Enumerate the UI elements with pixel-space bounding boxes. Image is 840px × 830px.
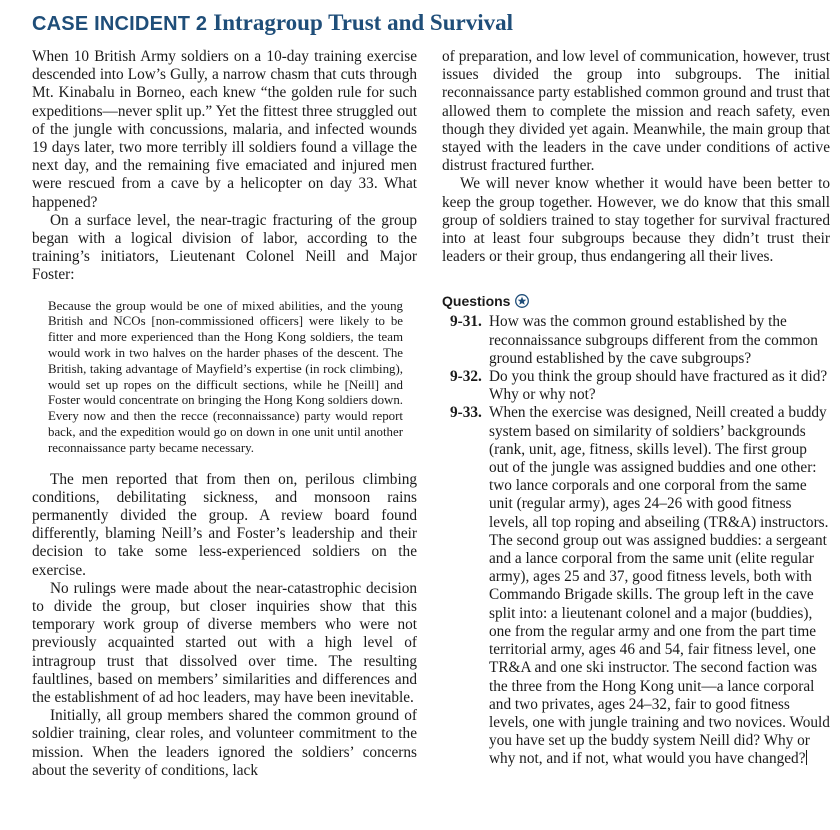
paragraph-initially: Initially, all group members shared the common ground of soldier training, clear roles, and volunteer commitment to the mission. When the leaders ignored the soldiers’ concerns about the severity of conditions, lack <box>32 707 417 779</box>
paragraph-no-rulings: No rulings were made about the near-catastrophic decision to divide the group, but closer inquiries show that this temporary work group of diverse members who were not previously acquainted started out with a high level of intragroup trust that dissolved over time. The resulting faultlines, based on members’ similarities and differences and the establishment of ad hoc leaders, may have been inevitable. <box>32 579 417 707</box>
paragraph-men-reported: The men reported that from then on, perilous climbing conditions, debilitating sickness, and monsoon rains permanently divided the group. A review board found differently, blaming Neill’s and Foster’s leadership and their decision to take some less-experienced soldiers on the exercise. <box>32 470 417 579</box>
question-item <box>442 313 830 368</box>
question-number: 9-33. <box>450 404 482 422</box>
questions-label: Questions <box>442 293 511 310</box>
questions-heading <box>442 293 830 309</box>
paragraph-we-will-never-know: We will never know whether it would have been better to keep the group together. However, we do know that this small group of soldiers trained to stay together for survival fractured into at least four subgroups because they didn’t trust their leaders or their group, thus endangering all their lives. <box>442 175 830 266</box>
question-text-editable[interactable] <box>489 404 830 768</box>
question-text: When the exercise was designed, Neill created a buddy system based on similarity of soldiers’ backgrounds (rank, unit, age, fitness, skills level). The first group out of the jungle was assigned buddies and one other: two lance corporals and one corporal from the same unit (regular army), ages 24–26 with good fitness levels, all top roping and abseiling (TR&A) instructors. The second group out was assigned buddies: a sergeant and a lance corporal from the same unit (elite regular army), ages 25 and 37, good fitness levels, both with Commando Brigade skills. The group left in the cave split into: a lieutenant colonel and a major (buddies), one from the regular army and one from the part time territorial army, ages 46 and 54, fair fitness level, one TR&A and one ski instructor. The second faction was the three from the Hong Kong unit—a lance corporal and two privates, ages 24–32, fair to good fitness levels, one with jungle training and two novices. Would you have set up the buddy system Neill did? Why or why not, and if not, what would you have changed? <box>489 404 830 768</box>
case-heading <box>32 10 513 36</box>
block-quote: Because the group would be one of mixed abilities, and the young British and NCOs [non-commissioned officers] were likely to be fitter and more experienced than the Hong Kong soldiers, the team would work in two halves on the harder phases of the descent. The British, taking advantage of Mayfield’s expertise (in rock climbing), would set up ropes on the difficult sections, while he [Neill] and Foster would concentrate on bringing the Hong Kong soldiers down. Every now and then the recce (reconnaissance) party would report back, and the expedition would go on down in one unit until another reconnaissance party became necessary. <box>48 298 403 455</box>
star-circle-icon <box>515 294 529 308</box>
question-item <box>442 404 830 768</box>
question-number: 9-32. <box>450 368 482 386</box>
case-title: Intragroup Trust and Survival <box>213 10 513 35</box>
paragraph-surface-level: On a surface level, the near-tragic fracturing of the group began with a logical division of labor, according to the training’s initiators, Lieutenant Colonel Neill and Major Foster: <box>32 211 417 284</box>
questions-list <box>442 313 830 768</box>
question-item <box>442 368 830 404</box>
question-text: Do you think the group should have fractured as it did? Why or why not? <box>489 368 828 404</box>
right-column <box>442 48 830 769</box>
left-column <box>32 48 417 780</box>
paragraph-intro: When 10 British Army soldiers on a 10-day training exercise descended into Low’s Gully, a narrow chasm that cuts through Mt. Kinabalu in Borneo, each knew “the golden rule for such expeditions—never split up.” Yet the fittest three struggled out of the jungle with concussions, malaria, and infected wounds 19 days later, two more terribly ill soldiers found a village the next day, and the remaining five emaciated and injured men were rescued from a cave by a helicopter on day 33. What happened? <box>32 48 417 211</box>
paragraph-continued: of preparation, and low level of communication, however, trust issues divided the group into subgroups. The initial reconnaissance party established common ground and trust that allowed them to complete the mission and reach safety, even though they divided yet again. Meanwhile, the main group that stayed with the leaders in the cave under conditions of active distrust fractured further. <box>442 48 830 175</box>
question-text: How was the common ground established by the reconnaissance subgroups different from the common ground established by the cave subgroups? <box>489 313 818 367</box>
question-number: 9-31. <box>450 313 482 331</box>
text-cursor <box>806 750 807 765</box>
case-label: CASE INCIDENT 2 <box>32 13 208 35</box>
